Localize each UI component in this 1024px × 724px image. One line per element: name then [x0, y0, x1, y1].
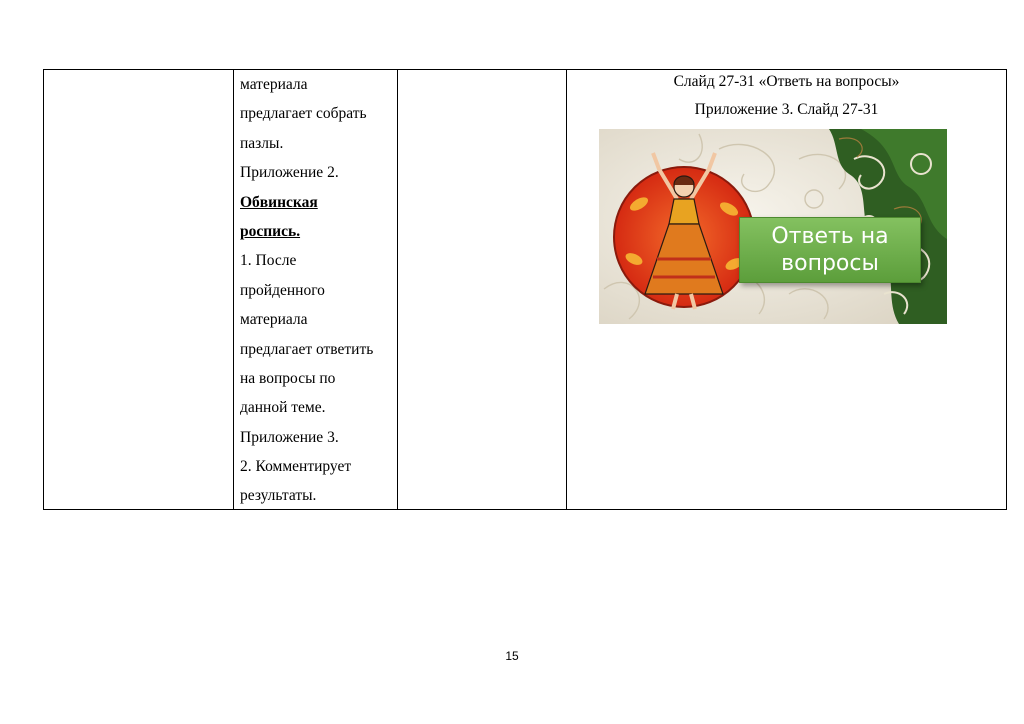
text-line: 1. После [240, 252, 297, 270]
text-line: 2. Комментирует [240, 458, 352, 476]
page-number: 15 [505, 649, 519, 663]
column-divider [566, 70, 567, 509]
slide-banner-line: вопросы [781, 251, 879, 276]
text-line: Приложение 3. [240, 428, 339, 446]
slide-caption: Слайд 27-31 «Ответь на вопросы» [673, 73, 900, 90]
text-line: предлагает ответить [240, 340, 374, 358]
text-line: Приложение 2. [240, 164, 339, 182]
slide-image [599, 129, 947, 324]
section-heading-line: Обвинская [240, 193, 318, 211]
text-line: материала [240, 76, 308, 93]
text-line: пройденного [240, 281, 325, 299]
appendix-caption: Приложение 3. Слайд 27-31 [694, 101, 879, 118]
lesson-table [43, 69, 1007, 510]
text-line: результаты. [240, 487, 317, 505]
text-line: материала [240, 311, 308, 329]
section-heading-line: роспись. [240, 222, 301, 240]
slide-banner-line: Ответь на [771, 224, 889, 249]
text-line: пазлы. [240, 134, 284, 152]
column-divider [397, 70, 398, 509]
text-line: данной теме. [240, 399, 326, 417]
text-line: предлагает собрать [240, 105, 367, 123]
text-line: на вопросы по [240, 369, 336, 387]
slide-answer-questions-banner [739, 217, 921, 283]
column-divider [233, 70, 234, 509]
teacher-activity-cell [240, 70, 396, 511]
